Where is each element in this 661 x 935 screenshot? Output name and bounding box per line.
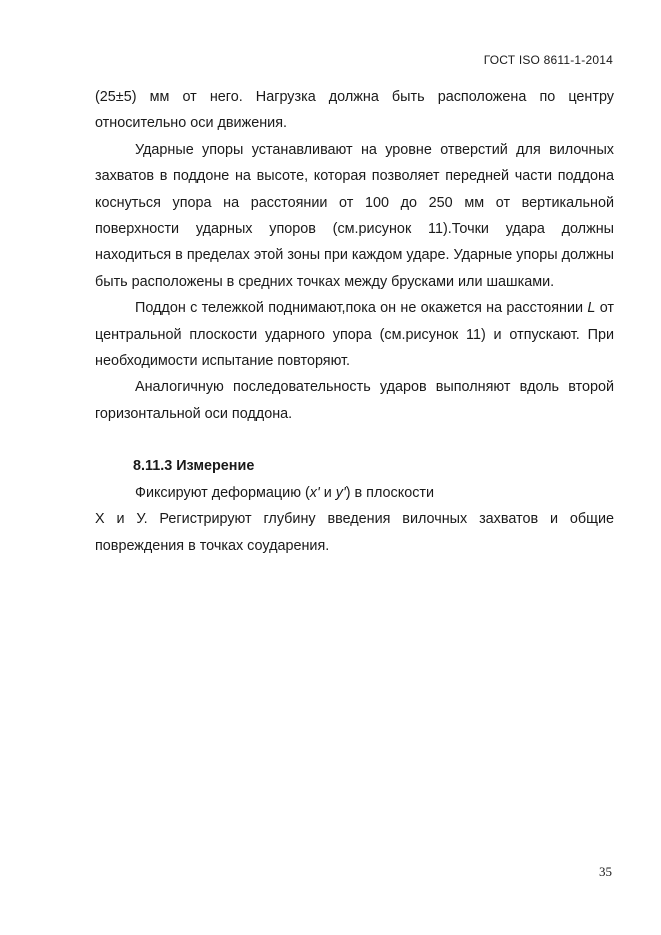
variable-y: у' — [335, 484, 346, 501]
pallet-lift-text-end: от центральной плоскости ударного упора (см.рисунок 11) и отпускают. При необходимости испытание повторяют. — [95, 300, 614, 370]
page-number: 35 — [599, 864, 612, 879]
paragraph-measurement-line2: Х и У. Регистрируют глубину введения вилочных захватов и общие повреждения в точках соударения. — [95, 511, 614, 554]
measurement-text-end: ) в плоскости — [345, 484, 435, 501]
pallet-lift-text-start: Поддон с тележкой поднимают,пока он не окажется на расстоянии — [135, 300, 588, 317]
section-spacer — [95, 427, 614, 453]
paragraph-measurement-line1 — [95, 480, 614, 506]
paragraph-impact-stops: Ударные упоры устанавливают на уровне отверстий для вилочных захватов в поддоне на высоте, которая позволяет передней части поддона коснуться упора на расстоянии от 100 до 250 мм от вертикальной поверхности ударных упоров (см.рисунок 11).Точки удара должны находиться в пределах этой зоны при каждом ударе. Ударные упоры должны быть расположены в средних точках между брусками или шашками. — [95, 141, 614, 290]
section-title: 8.11.3 Измерение — [133, 458, 255, 475]
paragraph-repeat-axis: Аналогичную последовательность ударов выполняют вдоль второй горизонтальной оси поддона. — [95, 379, 614, 422]
variable-x: х' — [309, 484, 320, 501]
paragraph-pallet-lift — [95, 295, 614, 374]
measurement-and: и — [319, 484, 336, 501]
document-body — [95, 84, 614, 559]
distance-variable-l: L — [587, 300, 596, 317]
document-header: ГОСТ ISO 8611-1-2014 — [483, 53, 613, 67]
paragraph-continuation: (25±5) мм от него. Нагрузка должна быть расположена по центру относительно оси движения. — [95, 89, 614, 132]
measurement-text-start: Фиксируют деформацию ( — [135, 484, 310, 501]
